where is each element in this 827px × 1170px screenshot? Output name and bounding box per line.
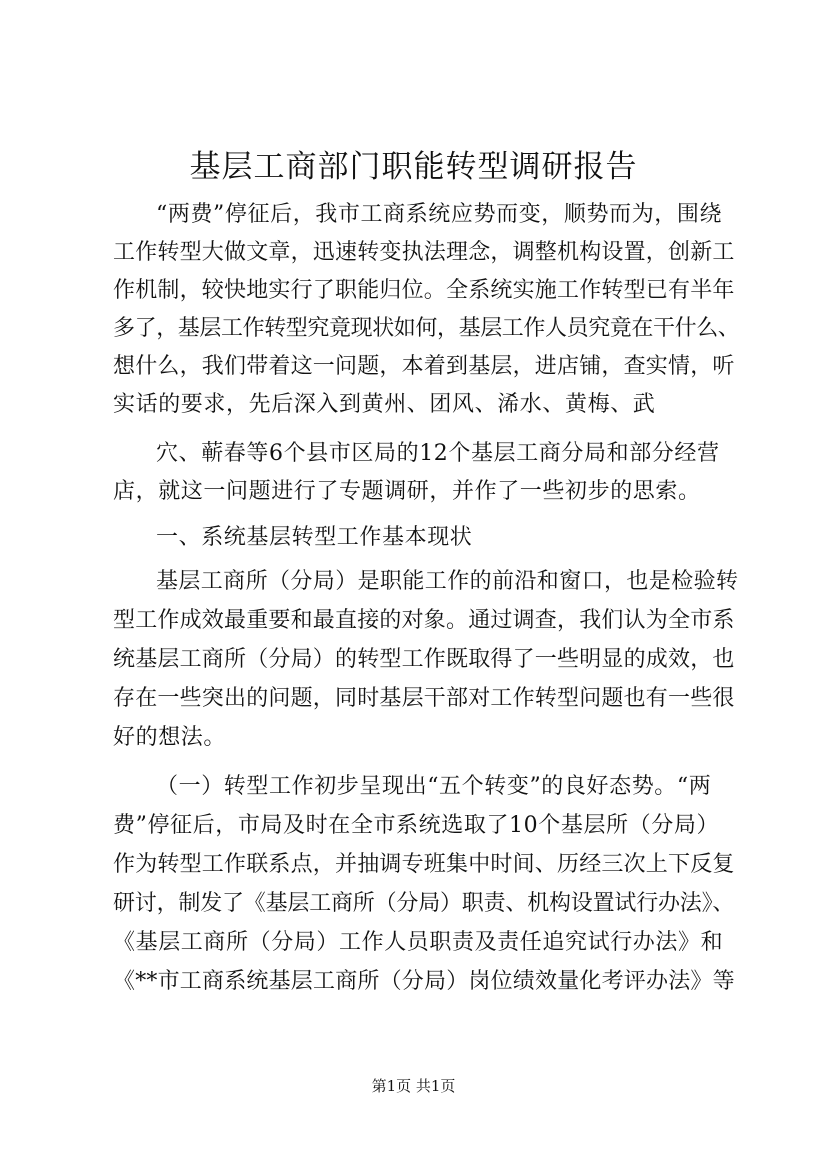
section-heading: 一、系统基层转型工作基本现状 (156, 525, 473, 550)
paragraph-line: 基层工商所（分局）是职能工作的前沿和窗口，也是检验转 (156, 569, 739, 594)
paragraph-line: 费”停征后，市局及时在全市系统选取了10个基层所（分局） (113, 813, 720, 838)
page-footer: 第1页 共1页 (371, 1077, 456, 1095)
paragraph-line: 存在一些突出的问题，同时基层干部对工作转型问题也有一些很 (113, 686, 735, 711)
paragraph-line: 统基层工商所（分局）的转型工作既取得了一些明显的成效，也 (113, 647, 735, 672)
paragraph-line: 多了，基层工作转型究竟现状如何，基层工作人员究竟在干什么、 (113, 316, 740, 341)
paragraph-line: “两费”停征后，我市工商系统应势而变，顺势而为，围绕 (156, 202, 723, 227)
paragraph-line: 作机制，较快地实行了职能归位。全系统实施工作转型已有半年 (113, 278, 735, 303)
paragraph-line: 《**市工商系统基层工商所（分局）岗位绩效量化考评办法》等 (113, 969, 735, 994)
paragraph-line: 好的想法。 (113, 725, 227, 750)
paragraph-line: 想什么，我们带着这一问题，本着到基层，进店铺，查实情，听 (113, 354, 735, 379)
paragraph-line: 作为转型工作联系点，并抽调专班集中时间、历经三次上下反复 (113, 852, 735, 877)
paragraph-line: 《基层工商所（分局）工作人员职责及责任追究试行办法》和 (113, 930, 724, 955)
paragraph-line: 研讨，制发了《基层工商所（分局）职责、机构设置试行办法》、 (113, 891, 735, 916)
paragraph-line: 工作转型大做文章，迅速转变执法理念，调整机构设置，创新工 (113, 240, 735, 265)
paragraph-line: 实话的要求，先后深入到黄州、团风、浠水、黄梅、武 (113, 392, 656, 417)
paragraph-line: 型工作成效最重要和最直接的对象。通过调查，我们认为全市系 (113, 608, 735, 633)
paragraph-line: 店，就这一问题进行了专题调研，并作了一些初步的思索。 (113, 479, 701, 504)
document-title: 基层工商部门职能转型调研报告 (189, 149, 638, 185)
paragraph-line: 穴、蕲春等6个县市区局的12个基层工商分局和部分经营 (156, 441, 720, 466)
paragraph-line: （一）转型工作初步呈现出“五个转变”的良好态势。“两 (156, 774, 712, 799)
